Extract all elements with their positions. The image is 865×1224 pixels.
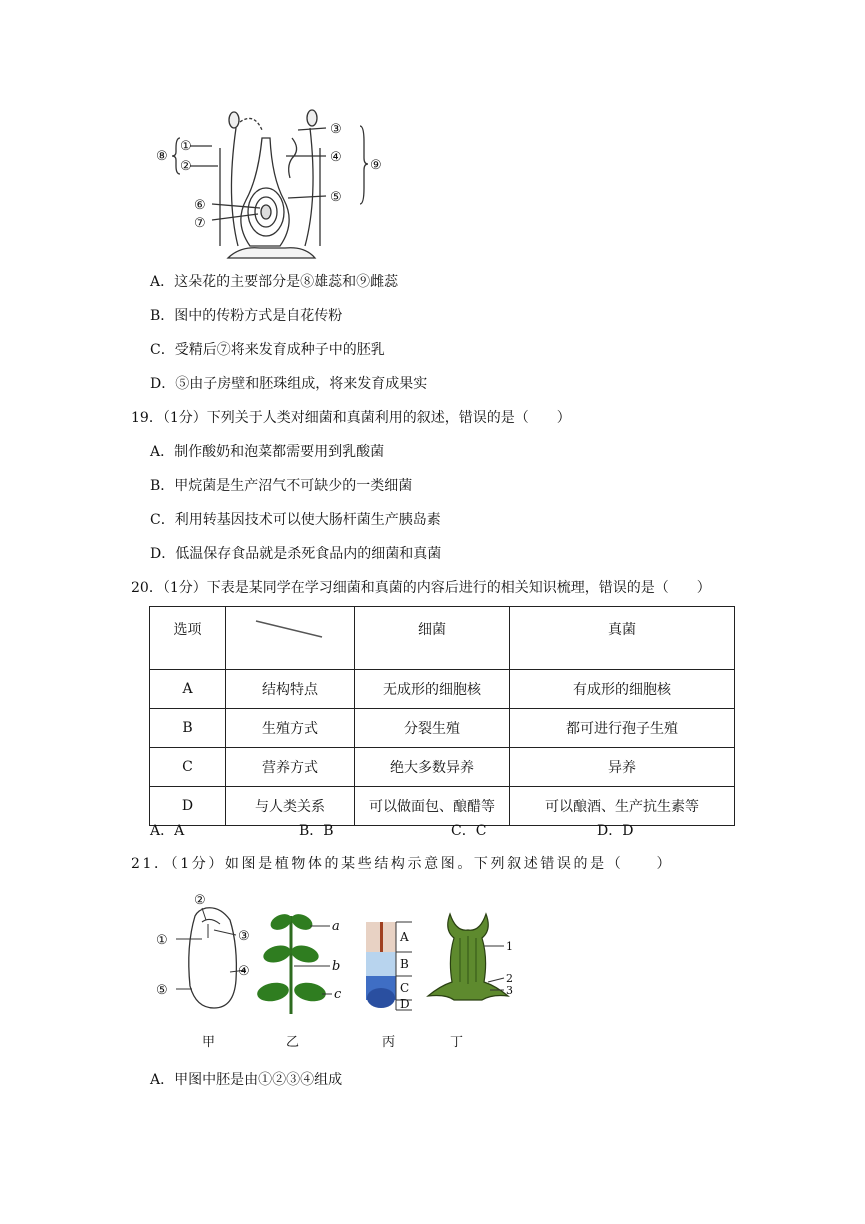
seed-label-5: ⑤ bbox=[156, 983, 168, 998]
label-2: ② bbox=[180, 159, 192, 174]
bud-label-1: 1 bbox=[506, 940, 513, 953]
seed-label-4: ④ bbox=[238, 964, 250, 979]
q20-stem: 20．（1分）下表是某同学在学习细菌和真菌的内容后进行的相关知识梳理，错误的是（ ） bbox=[131, 580, 711, 596]
seed-label-1: ① bbox=[156, 933, 168, 948]
table-row bbox=[150, 748, 735, 787]
table-row bbox=[150, 670, 735, 709]
table-header-diagonal-cell bbox=[226, 607, 355, 670]
table-cell: 可以酿酒、生产抗生素等 bbox=[510, 787, 735, 826]
table-header-cell: 细菌 bbox=[355, 607, 510, 670]
bud-label-2: 2 bbox=[506, 972, 513, 985]
label-8: ⑧ bbox=[156, 149, 168, 164]
seedling-label-a: a bbox=[332, 919, 340, 934]
table-cell: 分裂生殖 bbox=[355, 709, 510, 748]
q19-option-b: B．甲烷菌是生产沼气不可缺少的一类细菌 bbox=[150, 478, 413, 494]
diagonal-line bbox=[226, 607, 355, 657]
root-label-b: B bbox=[400, 957, 409, 971]
seedling-label-b: b bbox=[332, 959, 341, 974]
caption-ding: 丁 bbox=[450, 1035, 464, 1050]
label-5: ⑤ bbox=[330, 190, 342, 205]
caption-yi: 乙 bbox=[286, 1035, 300, 1050]
q18-option-c: C．受精后⑦将来发育成种子中的胚乳 bbox=[150, 342, 385, 358]
seedling-diagram bbox=[256, 911, 342, 1014]
table-cell: 可以做面包、酿醋等 bbox=[355, 787, 510, 826]
label-7: ⑦ bbox=[194, 216, 206, 231]
q18-option-a: A．这朵花的主要部分是⑧雄蕊和⑨雌蕊 bbox=[150, 274, 399, 290]
table-cell: 结构特点 bbox=[226, 670, 355, 709]
table-header-row bbox=[150, 607, 735, 670]
caption-bing: 丙 bbox=[382, 1035, 396, 1050]
plant-structures-figure bbox=[150, 886, 530, 1056]
bud-diagram bbox=[428, 914, 513, 1000]
root-label-d: D bbox=[400, 997, 410, 1011]
q19-stem: 19．（1分）下列关于人类对细菌和真菌利用的叙述，错误的是（ ） bbox=[131, 410, 571, 426]
q20-answer-d: D．D bbox=[597, 823, 634, 839]
table-cell: 营养方式 bbox=[226, 748, 355, 787]
bud-label-3: 3 bbox=[506, 984, 513, 997]
q18-option-b: B．图中的传粉方式是自花传粉 bbox=[150, 308, 343, 324]
root-tip-diagram bbox=[366, 922, 412, 1011]
q20-answer-b: B．B bbox=[299, 823, 334, 839]
q20-answer-a: A．A bbox=[150, 823, 185, 839]
seed-label-2: ② bbox=[194, 893, 206, 908]
q19-option-d: D．低温保存食品就是杀死食品内的细菌和真菌 bbox=[150, 546, 442, 562]
label-9: ⑨ bbox=[370, 158, 382, 173]
table-cell: C bbox=[150, 748, 226, 787]
root-label-a: A bbox=[400, 930, 409, 944]
q19-option-a: A．制作酸奶和泡菜都需要用到乳酸菌 bbox=[150, 444, 385, 460]
table-cell: 有成形的细胞核 bbox=[510, 670, 735, 709]
table-row bbox=[150, 709, 735, 748]
table-cell: D bbox=[150, 787, 226, 826]
seedling-label-c: c bbox=[334, 987, 342, 1002]
table-cell: 绝大多数异养 bbox=[355, 748, 510, 787]
table-cell: B bbox=[150, 709, 226, 748]
q20-table bbox=[149, 606, 735, 826]
q21-option-a: A．甲图中胚是由①②③④组成 bbox=[150, 1072, 343, 1088]
label-4: ④ bbox=[330, 150, 342, 165]
q20-answer-c: C．C bbox=[451, 823, 487, 839]
table-cell: A bbox=[150, 670, 226, 709]
label-6: ⑥ bbox=[194, 198, 206, 213]
q18-option-d: D．⑤由子房壁和胚珠组成，将来发育成果实 bbox=[150, 376, 428, 392]
q19-option-c: C．利用转基因技术可以使大肠杆菌生产胰岛素 bbox=[150, 512, 441, 528]
seed-label-3: ③ bbox=[238, 929, 250, 944]
table-cell: 无成形的细胞核 bbox=[355, 670, 510, 709]
label-3: ③ bbox=[330, 122, 342, 137]
root-label-c: C bbox=[400, 981, 410, 995]
table-cell: 与人类关系 bbox=[226, 787, 355, 826]
seed-diagram bbox=[156, 893, 250, 1008]
table-cell: 生殖方式 bbox=[226, 709, 355, 748]
table-header-cell: 真菌 bbox=[510, 607, 735, 670]
q21-stem: 21．（1分）如图是植物体的某些结构示意图。下列叙述错误的是（ ） bbox=[131, 856, 674, 872]
table-cell: 都可进行孢子生殖 bbox=[510, 709, 735, 748]
table-cell: 异养 bbox=[510, 748, 735, 787]
table-row bbox=[150, 787, 735, 826]
caption-jia: 甲 bbox=[202, 1035, 216, 1050]
table-header-cell: 选项 bbox=[150, 607, 226, 670]
label-1: ① bbox=[180, 139, 192, 154]
flower-diagram bbox=[150, 108, 390, 263]
